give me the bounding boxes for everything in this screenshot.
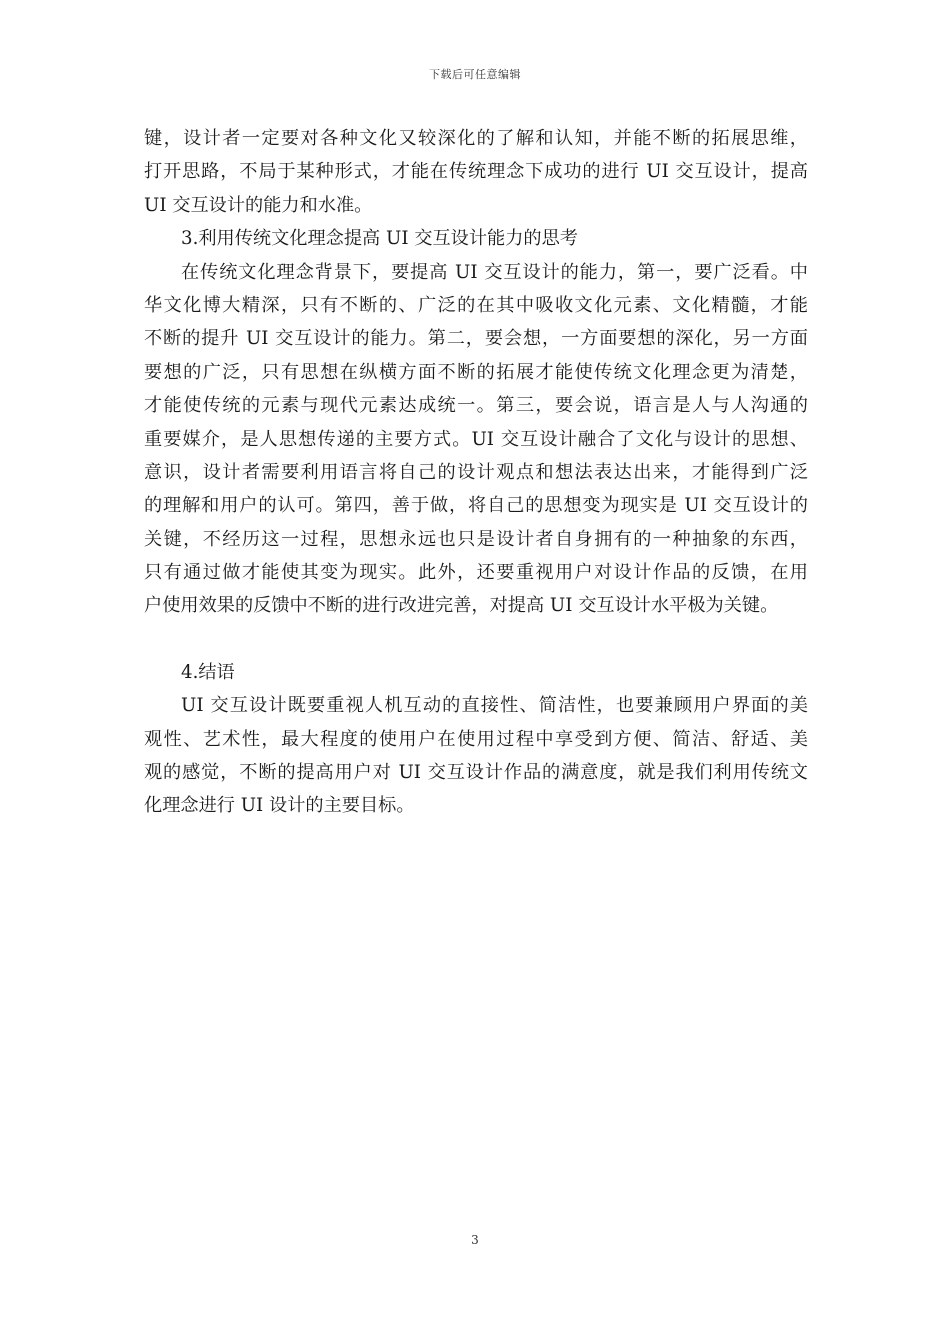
paragraph-line: 重要媒介，是人思想传递的主要方式。UI 交互设计融合了文化与设计的思想、 xyxy=(144,428,808,450)
section-4-heading: 4.结语 xyxy=(181,661,235,683)
paragraph-line: 观性、艺术性，最大程度的使用户在使用过程中享受到方便、简洁、舒适、美 xyxy=(144,728,808,750)
paragraph-line: 只有通过做才能使其变为现实。此外，还要重视用户对设计作品的反馈，在用 xyxy=(144,562,808,584)
paragraph-line: 键，设计者一定要对各种文化又较深化的了解和认知，并能不断的拓展思维， xyxy=(144,128,808,149)
paragraph-line: 化理念进行 UI 设计的主要目标。 xyxy=(144,795,415,817)
intro-paragraph xyxy=(144,122,808,222)
paragraph-line: 华文化博大精深，只有不断的、广泛的在其中吸收文化元素、文化精髓，才能 xyxy=(144,294,808,316)
paragraph-line: 关键，不经历这一过程，思想永远也只是设计者自身拥有的一种抽象的东西， xyxy=(144,528,808,550)
section-3-heading: 3.利用传统文化理念提高 UI 交互设计能力的思考 xyxy=(181,228,578,250)
header-note: 下载后可任意编辑 xyxy=(429,68,521,81)
page-number: 3 xyxy=(471,1233,479,1247)
paragraph-line: 在传统文化理念背景下，要提高 UI 交互设计的能力，第一，要广泛看。中 xyxy=(181,261,808,283)
section-4-paragraph xyxy=(144,689,808,823)
paragraph-line: 观的感觉，不断的提高用户对 UI 交互设计作品的满意度，就是我们利用传统文 xyxy=(144,762,808,784)
paragraph-line: 意识，设计者需要利用语言将自己的设计观点和想法表达出来，才能得到广泛 xyxy=(144,461,808,483)
paragraph-line: UI 交互设计的能力和水准。 xyxy=(144,194,373,216)
paragraph-line: 才能使传统的元素与现代元素达成统一。第三，要会说，语言是人与人沟通的 xyxy=(144,395,808,417)
paragraph-line: UI 交互设计既要重视人机互动的直接性、简洁性，也要兼顾用户界面的美 xyxy=(181,695,808,717)
paragraph-line: 的理解和用户的认可。第四，善于做，将自己的思想变为现实是 UI 交互设计的 xyxy=(144,495,808,517)
paragraph-line: 要想的广泛，只有思想在纵横方面不断的拓展才能使传统文化理念更为清楚， xyxy=(144,361,808,383)
paragraph-line: 打开思路，不局于某种形式，才能在传统理念下成功的进行 UI 交互设计，提高 xyxy=(144,161,808,183)
section-spacer xyxy=(144,623,808,656)
paragraph-line: 不断的提升 UI 交互设计的能力。第二，要会想，一方面要想的深化，另一方面 xyxy=(144,328,808,350)
document-body xyxy=(144,122,808,823)
paragraph-line: 户使用效果的反馈中不断的进行改进完善，对提高 UI 交互设计水平极为关键。 xyxy=(144,595,779,617)
section-3-paragraph xyxy=(144,256,808,623)
